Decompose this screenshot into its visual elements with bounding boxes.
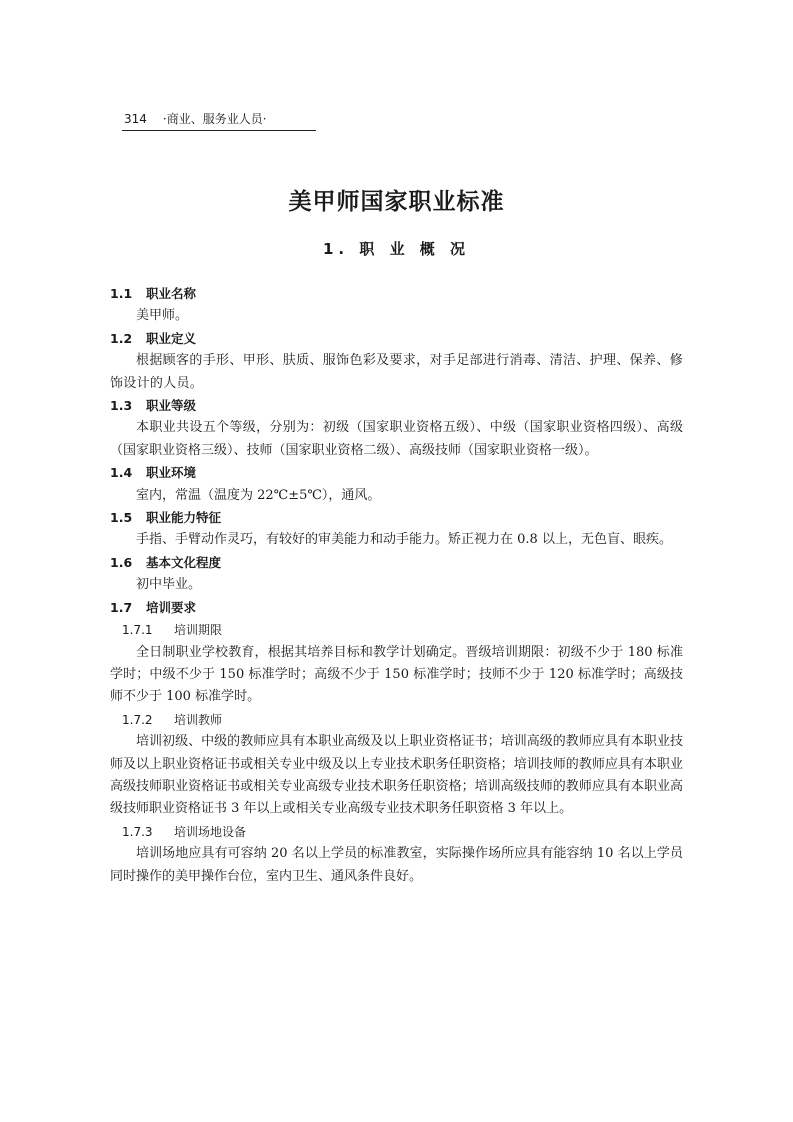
section-text-1-2: 根据顾客的手形、甲形、肤质、服饰色彩及要求，对手足部进行消毒、清洁、护理、保养、修饰设计的人员。 bbox=[110, 353, 683, 391]
document-title: 美甲师国家职业标准 bbox=[288, 189, 505, 215]
section-text-1-1: 美甲师。 bbox=[136, 308, 189, 324]
section-text-1-4: 室内，常温（温度为 22℃±5℃），通风。 bbox=[136, 487, 381, 503]
running-title: ·商业、服务业人员· bbox=[162, 112, 267, 126]
page-number: 314 bbox=[124, 112, 147, 126]
section-heading-1-6: 1.6 基本文化程度 bbox=[110, 554, 222, 570]
section-heading-1-4: 1.4 职业环境 bbox=[110, 465, 197, 481]
section-heading-1-2: 1.2 职业定义 bbox=[110, 330, 197, 346]
subsection-text-1-7-1: 全日制职业学校教育，根据其培养目标和教学计划确定。晋级培训期限：初级不少于 180 标准学时；中级不少于 150 标准学时；高级不少于 150 标准学时；技师不少于 120 标准学时；高级技师不少于 100 标准学时。 bbox=[110, 644, 683, 705]
section-heading-1-3: 1.3 职业等级 bbox=[110, 398, 197, 414]
document-body bbox=[110, 283, 683, 888]
subsection-heading-1-7-2: 1.7.2 培训教师 bbox=[122, 712, 223, 727]
section-text-1-3: 本职业共设五个等级，分别为：初级（国家职业资格五级）、中级（国家职业资格四级）、高级（国家职业资格三级）、技师（国家职业资格二级）、高级技师（国家职业资格一级）。 bbox=[110, 420, 683, 458]
chapter-heading: 1. 职 业 概 况 bbox=[322, 240, 471, 258]
subsection-heading-1-7-3: 1.7.3 培训场地设备 bbox=[122, 824, 247, 839]
subsection-heading-1-7-1: 1.7.1 培训期限 bbox=[122, 623, 223, 638]
section-text-1-5: 手指、手臂动作灵巧，有较好的审美能力和动手能力。矫正视力在 0.8 以上，无色盲、眼疾。 bbox=[136, 532, 672, 548]
subsection-text-1-7-3: 培训场地应具有可容纳 20 名以上学员的标准教室，实际操作场所应具有能容纳 10 名以上学员同时操作的美甲操作台位，室内卫生、通风条件良好。 bbox=[110, 846, 683, 884]
section-heading-1-5: 1.5 职业能力特征 bbox=[110, 510, 222, 526]
subsection-text-1-7-2: 培训初级、中级的教师应具有本职业高级及以上职业资格证书；培训高级的教师应具有本职业技师及以上职业资格证书或相关专业中级及以上专业技术职务任职资格；培训技师的教师应具有本职业高级技师职业资格证书或相关专业高级专业技术职务任职资格；培训高级技师的教师应具有本职业高级技师职业资格证书 3 年以上或相关专业高级专业技术职务任职资格 3 年以上。 bbox=[110, 734, 683, 817]
running-head bbox=[122, 110, 316, 131]
section-text-1-6: 初中毕业。 bbox=[136, 577, 202, 593]
section-heading-1-1: 1.1 职业名称 bbox=[110, 286, 197, 301]
section-heading-1-7: 1.7 培训要求 bbox=[110, 599, 197, 615]
